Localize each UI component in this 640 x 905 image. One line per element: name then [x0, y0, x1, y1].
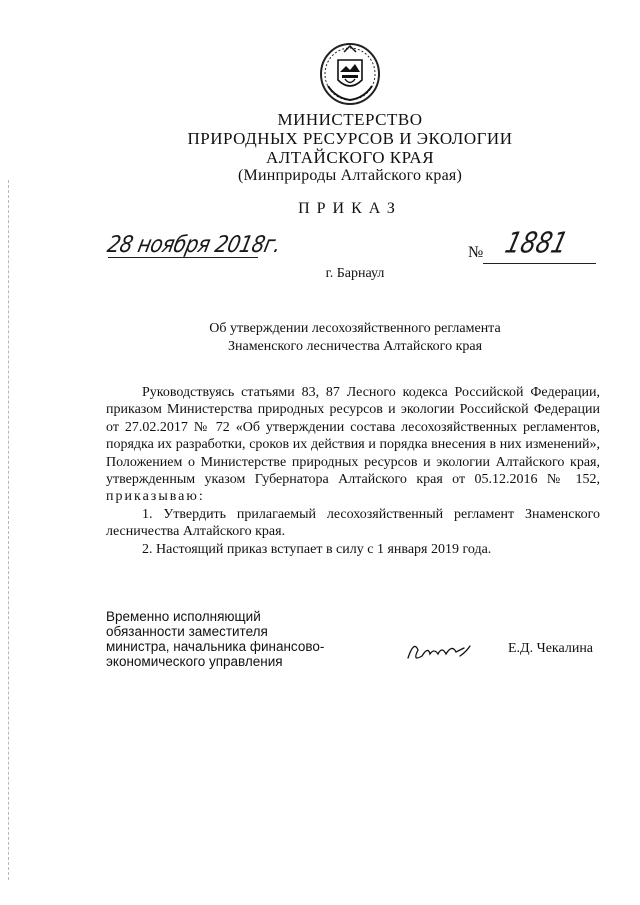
- document-type: ПРИКАЗ: [298, 200, 402, 217]
- coat-of-arms-emblem: [318, 42, 382, 106]
- ministry-title-line1: МИНИСТЕРСТВО: [277, 110, 423, 129]
- date-underline: [108, 257, 258, 258]
- order-item-1: 1. Утвердить прилагаемый лесохозяйственный регламент Знаменского лесничества Алтайского края.: [106, 506, 600, 540]
- order-item-2: 2. Настоящий приказ вступает в силу с 1 января 2019 года.: [142, 541, 492, 557]
- handwritten-date: 28 ноября 2018г.: [105, 230, 284, 258]
- subject-line1: Об утверждении лесохозяйственного регламента: [209, 321, 501, 336]
- ministry-title-line2: ПРИРОДНЫХ РЕСУРСОВ И ЭКОЛОГИИ: [187, 129, 513, 148]
- ministry-short-name: (Минприроды Алтайского края): [237, 167, 462, 184]
- signatory-line3: министра, начальника финансово-: [106, 639, 325, 654]
- number-underline: [483, 263, 596, 264]
- number-label: №: [468, 244, 484, 261]
- document-body: [106, 384, 600, 558]
- signatory-name: Е.Д. Чекалина: [508, 641, 594, 656]
- subject-line2: Знаменского лесничества Алтайского края: [227, 339, 483, 354]
- document-subject: [0, 320, 640, 356]
- handwritten-number: 1881: [501, 226, 572, 260]
- handwritten-signature: [404, 636, 472, 666]
- signatory-line2: обязанности заместителя: [106, 624, 268, 639]
- signatory-line1: Временно исполняющий: [106, 609, 261, 624]
- ministry-title-line3: АЛТАЙСКОГО КРАЯ: [265, 148, 435, 167]
- preamble-text: Руководствуясь статьями 83, 87 Лесного кодекса Российской Федерации, приказом Министерства природных ресурсов и экологии Российской Федерации от 27.02.2017 № 72 «Об утверждении состава лесохозяйственных регламентов, порядка их разработки, сроков их действия и порядка внесения в них изменений», Положением о Министерстве природных ресурсов и экологии Алтайского края, утвержденным указом Губернатора Алтайского края от 05.12.2016 № 152,: [106, 385, 600, 488]
- order-word: приказываю:: [106, 489, 205, 505]
- signatory-line4: экономического управления: [106, 654, 283, 669]
- scan-edge-line: [8, 180, 10, 880]
- preamble-paragraph: [106, 384, 600, 506]
- city: г. Барнаул: [325, 266, 385, 281]
- signatory-position: [106, 609, 324, 669]
